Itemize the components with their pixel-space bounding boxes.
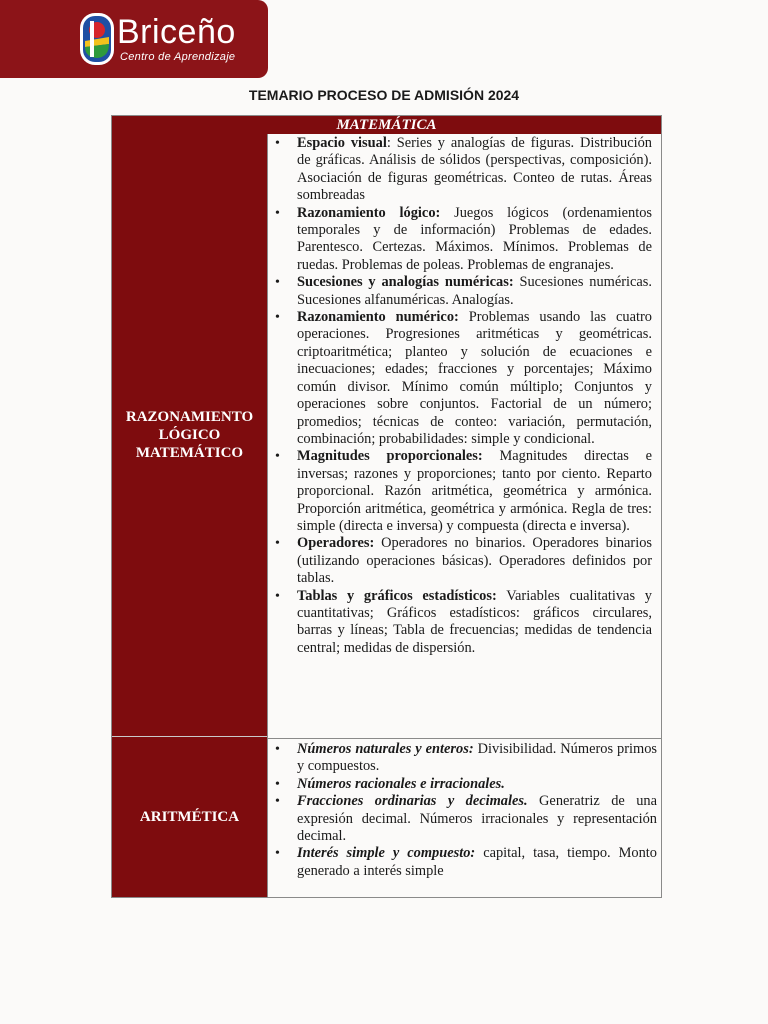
- subject-header: MATEMÁTICA: [112, 116, 661, 134]
- brand-tagline: Centro de Aprendizaje: [120, 51, 236, 63]
- topic-item: • Magnitudes proporcionales: Magnitudes directas e inversas; razones y proporciones; tanto por ciento. Reparto proporcional. Razón aritmética, geométrica y armónica. Proporción aritmética, geométrica y armónica. Regla de tres: simple (directa e inversa) y compuesta (directa e inversa).: [267, 448, 656, 535]
- topic-item: • Tablas y gráficos estadísticos: Variables cualitativas y cuantitativas; Gráficos estadísticos: gráficos circulares, barras y líneas; Tabla de frecuencias; medidas de tendencia central; medidas de dispersión.: [267, 588, 656, 658]
- syllabus-table: [111, 115, 662, 898]
- topics-cell-aritmetica: [267, 738, 661, 880]
- area-cell-aritmetica: [112, 737, 267, 897]
- topic-item: • Espacio visual: Series y analogías de figuras. Distribución de gráficas. Análisis de sólidos (perspectivas, composición). Asociación de figuras geométricas. Conteo de rutas. Áreas sombreadas: [267, 135, 656, 205]
- topic-list: [267, 739, 661, 880]
- topic-item: • Razonamiento lógico: Juegos lógicos (ordenamientos temporales y de información) Problemas de edades. Parentesco. Certezas. Máximos. Mínimos. Problemas de ruedas. Problemas de poleas. Problemas de engranajes.: [267, 205, 656, 275]
- topic-list: [267, 135, 656, 657]
- topic-item: • Números racionales e irracionales.: [267, 776, 661, 793]
- topic-item: • Interés simple y compuesto: capital, tasa, tiempo. Monto generado a interés simple: [267, 845, 661, 880]
- topic-item: • Sucesiones y analogías numéricas: Sucesiones numéricas. Sucesiones alfanuméricas. Analogías.: [267, 274, 656, 309]
- area-label: RAZONAMIENTO LÓGICO MATEMÁTICO: [125, 409, 254, 461]
- topic-item: • Números naturales y enteros: Divisibilidad. Números primos y compuestos.: [267, 741, 661, 776]
- topic-item: • Razonamiento numérico: Problemas usando las cuatro operaciones. Progresiones aritméticas y geométricas. criptoaritmética; planteo y solución de ecuaciones e inecuaciones; edades; fracciones y porcentajes; Máximo común divisor. Mínimo común múltiplo; Conjuntos y operaciones sobre conjuntos. Factorial de un número; promedios; técnicas de conteo: variación, permutación, combinación; probabilidades: simple y condicional.: [267, 309, 656, 448]
- briceno-logo-icon: [78, 11, 116, 67]
- topic-item: • Fracciones ordinarias y decimales. Generatriz de una expresión decimal. Números irracionales y representación decimal.: [267, 793, 661, 845]
- area-cell-razonamiento: [112, 134, 267, 737]
- brand-banner: [0, 0, 268, 78]
- document-title: TEMARIO PROCESO DE ADMISIÓN 2024: [248, 87, 520, 103]
- topics-cell-razonamiento: [267, 135, 656, 657]
- topic-item: • Operadores: Operadores no binarios. Operadores binarios (utilizando operaciones básicas). Operadores definidos por tablas.: [267, 535, 656, 587]
- area-label: ARITMÉTICA: [139, 809, 240, 825]
- brand-name: Briceño: [117, 13, 236, 51]
